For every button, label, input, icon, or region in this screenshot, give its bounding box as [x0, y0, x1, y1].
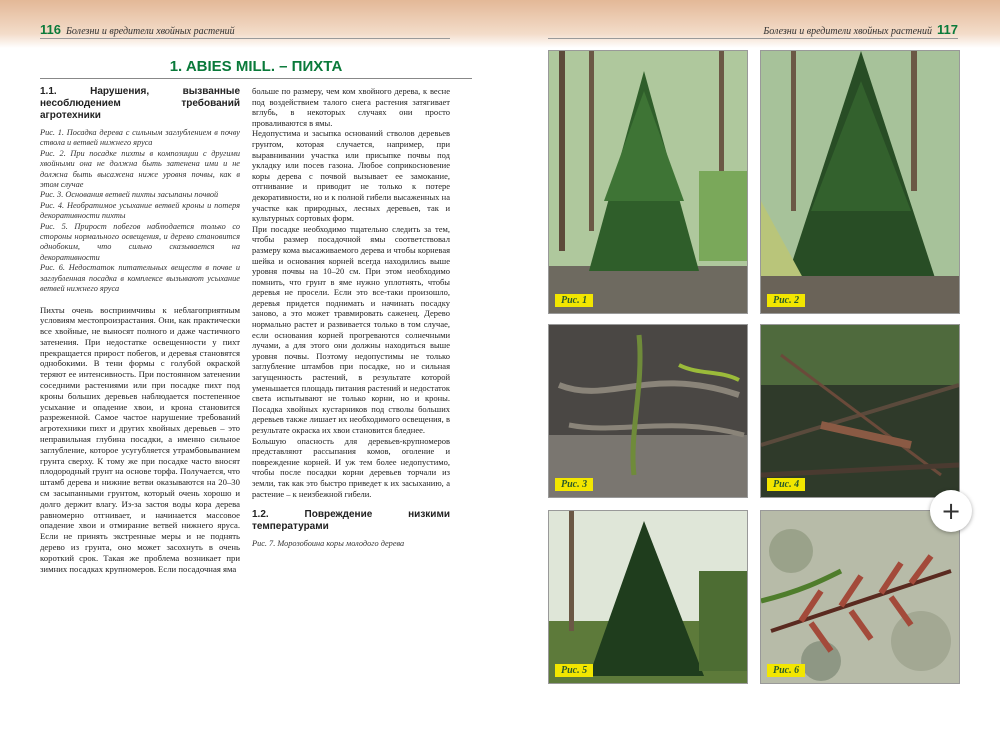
photo-label-4: Рис. 4	[767, 478, 805, 491]
right-running-title: Болезни и вредители хвойных растений	[763, 26, 933, 37]
right-header-rule	[548, 38, 958, 39]
photo-label-5: Рис. 5	[555, 664, 593, 677]
photo-label-6: Рис. 6	[767, 664, 805, 677]
left-running-header	[40, 22, 235, 37]
zoom-in-button[interactable]	[930, 490, 972, 532]
photo-fig-6	[760, 510, 960, 684]
caption-fig-1: Рис. 1. Посадка дерева с сильным заглублением в почву ствола и ветвей нижнего яруса	[40, 128, 240, 148]
left-running-title: Болезни и вредители хвойных растений	[65, 26, 235, 37]
body-paragraph: больше по размеру, чем ком хвойного дерева, к весне под воздействием талого снега растения затягивает вглубь, в некоторых случаях они просто проваливаются в ямы.	[252, 86, 450, 128]
caption-fig-2: Рис. 2. При посадке пихты в композиции с другими хвойными она не должна быть затенена ими и не должна быть высажена ниже уровня почвы, как в этом случае	[40, 148, 240, 190]
figure-captions	[40, 128, 240, 295]
middle-text-column	[252, 86, 450, 550]
left-text-column	[40, 86, 240, 574]
photo-label-1: Рис. 1	[555, 294, 593, 307]
section-1-1-heading: 1.1. Нарушения, вызванные несоблюдением требований агротехники	[40, 86, 240, 121]
section-1-2-heading: 1.2. Повреждение низкими температурами	[252, 509, 450, 533]
photo-fig-3	[548, 324, 748, 498]
left-header-rule	[40, 38, 450, 39]
photo-label-2: Рис. 2	[767, 294, 805, 307]
photo-fig-1	[548, 50, 748, 314]
right-running-header	[763, 22, 958, 37]
fir-tree-photo-2	[761, 51, 959, 313]
photo-fig-2	[760, 50, 960, 314]
dried-twig-photo	[761, 511, 959, 683]
one-sided-fir-photo	[549, 511, 747, 683]
photo-fig-4	[760, 324, 960, 498]
photo-fig-5	[548, 510, 748, 684]
body-paragraph: При посадке необходимо тщательно следить за тем, чтобы размер посадочной ямы соответствовал размеру кома высаживаемого дерева и чтобы корневая шейка и основания корней всегда находились выше уровня почвы на 10–20 см. При этом необходимо помнить, что грунт в яме нужно уплотнять, чтобы деревья не просели. Если это все-таки произошло, деревья придется поднимать и начинать посадку заново, а это может травмировать саженец. Дерево нормально растет и развивается только в том случае, если основания корней прогреваются солнечными лучами, а для этого они должны находиться выше уровня почвы. Поэтому недопустимы не только заглубление штамбов при посадке, но и сильная загущенность растений, в результате которой уменьшается площадь питания растений и недостаток света испытывают не только корни, но и кроны. Посадка хвойных кустарников под стволы больших деревьев также лишает их необходимого освещения, в результате окраска их хвои становится бледнее.	[252, 223, 450, 435]
body-paragraph-left: Пихты очень восприимчивы к неблагоприятным условиям местопроизрастания. Они, как практически все хвойные, не выносят полного и даже частичного затенения. При недостатке освещенности у пихт прекращается прирост побегов, и деревья становятся однобокими. В тени формы с голубой окраской теряют ее интенсивность. При постоянном затенении соседними растениями или при посадке пихт под кроны больших деревьев наблюдается постепенное усыхание и опадение хвои, и крона становится разреженной. Самое частое нарушение требований агротехники пихт и других хвойных деревьев – это неправильная глубина посадки, а именно сильное заглубление, которое усугубляется утрамбовыванием грунта сверху. К тому же при посадке часто вносят плодородный грунт на основе торфа. Получается, что штамб дерева и нижние ветви оказываются на 20–30 см засыпанными грунтом, который очень хорошо и долго держит влагу. Из-за застоя воды кора дерева равномерно отгнивает, и начинается массовое опадение хвои и отмирание ветвей нижнего яруса. Если не принять экстренные меры и не поднять дерево из грунта, оно может засохнуть в очень короткий срок. Такая же проблема возникает при зимних посадках крупномеров. Если посадочная яма	[40, 304, 240, 574]
body-paragraph: Недопустима и засыпка оснований стволов деревьев грунтом, которая случается, например, при выравнивании участка или присыпке почвы под укладку или посев газона. Любое соприкосновение коры дерева с почвой вызывает ее замокание, отгнивание и приводит не только к потере декоративности, но и к полной гибели высаженных на участке как природных, лесных деревьев, так и культурных сортовых форм.	[252, 128, 450, 224]
chapter-title: 1. ABIES MILL. – ПИХТА	[169, 58, 343, 75]
photo-label-3: Рис. 3	[555, 478, 593, 491]
caption-fig-3: Рис. 3. Основания ветвей пихты засыпаны почвой	[40, 190, 219, 200]
right-page-number: 117	[937, 22, 958, 37]
caption-fig-5: Рис. 5. Прирост побегов наблюдается только со стороны нормального освещения, и дерево становится однобоким, что сильно сказывается на декоративности	[40, 221, 240, 262]
body-paragraph: Большую опасность для деревьев-крупномеров представляют рассыпания комов, оголение и повреждение корней. И уж тем более недопустимо, чтобы после посадки корни деревьев торчали из земли, так как это быстро приведет к их засыханию, а растение – к неизбежной гибели.	[252, 435, 450, 499]
branches-buried-photo	[549, 325, 747, 497]
fir-tree-photo-1	[549, 51, 747, 313]
caption-fig-6: Рис. 6. Недостаток питательных веществ в почве и заглубленная посадка в комплексе вызывают усыхание ветвей нижнего яруса	[40, 263, 240, 294]
caption-fig-7: Рис. 7. Морозобоина коры молодого дерева	[252, 539, 405, 549]
dried-branches-photo	[761, 325, 959, 497]
chapter-title-rule	[40, 78, 472, 79]
plus-icon: +	[940, 497, 962, 525]
caption-fig-4: Рис. 4. Необратимое усыхание ветвей кроны и потеря декоративности пихты	[40, 200, 240, 221]
left-page-number: 116	[40, 22, 61, 37]
